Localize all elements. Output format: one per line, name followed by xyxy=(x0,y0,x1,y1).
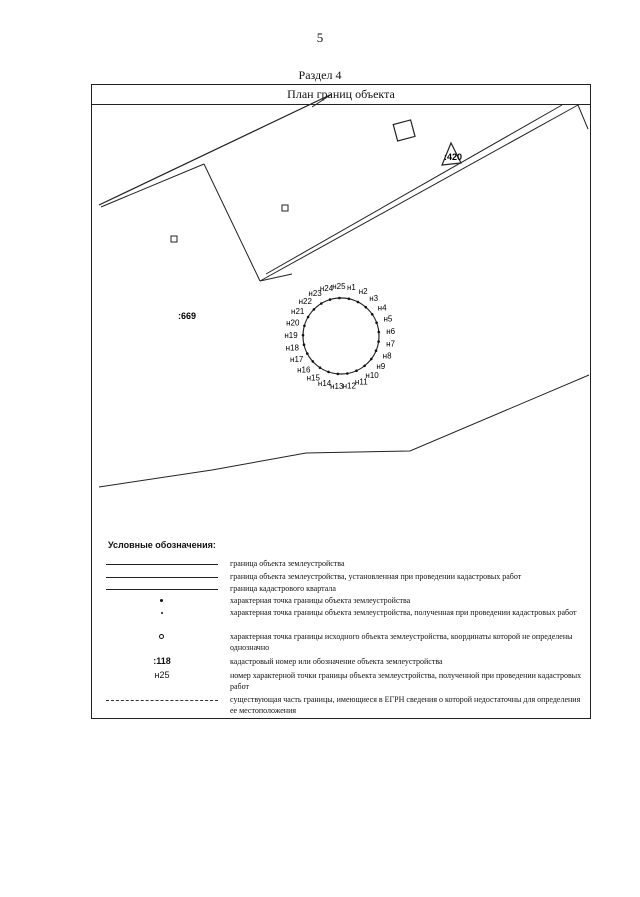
page-number: 5 xyxy=(316,30,324,45)
legend-description: кадастровый номер или обозначение объекта землеустройства xyxy=(230,657,443,666)
boundary-point-label: н7 xyxy=(386,339,395,349)
legend-description: граница кадастрового квартала xyxy=(230,584,336,593)
building-large xyxy=(393,120,415,141)
boundary-point-dot xyxy=(346,372,349,375)
boundary-point-dot xyxy=(312,360,315,363)
boundary-point-label: н20 xyxy=(286,318,300,328)
boundary-point-label: н5 xyxy=(383,314,393,324)
boundary-point-dot xyxy=(355,369,358,372)
road-connector xyxy=(260,274,292,281)
legend-symbol xyxy=(106,558,218,570)
legend-description: характерная точка границы объекта землеустройства, полученная при проведении кадастровых работ xyxy=(230,608,577,617)
parcel-label-669: :669 xyxy=(178,311,197,321)
legend-point-number-example: н25 xyxy=(154,670,170,680)
legend-line-symbol xyxy=(106,564,218,565)
boundary-point-dot xyxy=(307,316,310,319)
boundary-point-dot xyxy=(378,331,381,334)
boundary-point-label: н14 xyxy=(317,379,332,389)
plan-frame xyxy=(91,84,591,719)
legend-symbol xyxy=(106,583,218,595)
boundary-point-dot xyxy=(303,325,306,328)
legend-dot-icon xyxy=(160,599,163,602)
boundary-point-dot xyxy=(357,301,360,304)
road-edge-east xyxy=(578,105,588,129)
building-small-1 xyxy=(282,205,288,211)
boundary-point-label: н2 xyxy=(358,287,368,297)
boundary-point-label: н11 xyxy=(354,377,368,387)
boundary-point-label: н3 xyxy=(369,294,379,304)
boundary-line-top xyxy=(312,94,332,107)
plan-title: План границ объекта xyxy=(92,85,590,105)
boundary-point-dot xyxy=(371,313,374,316)
boundary-point-dot xyxy=(377,340,380,343)
boundary-point-label: н4 xyxy=(377,303,387,313)
legend-line-symbol xyxy=(106,589,218,590)
boundary-point-dot xyxy=(306,352,309,355)
legend-description: характерная точка границы объекта землеустройства xyxy=(230,596,411,605)
legend-symbol xyxy=(106,571,218,583)
legend-symbol xyxy=(106,631,218,643)
legend-symbol xyxy=(106,656,218,668)
boundary-point-dot xyxy=(338,297,341,300)
legend-description: граница объекта землеустройства, установленная при проведении кадастровых работ xyxy=(230,572,522,581)
boundary-point-dot xyxy=(303,343,306,346)
boundary-point-dot xyxy=(365,306,368,309)
boundary-point-label: н10 xyxy=(365,371,379,381)
boundary-point-dot xyxy=(319,366,322,369)
legend-cadastral-number-example: :118 xyxy=(153,656,171,666)
boundary-point-label: н17 xyxy=(290,355,304,365)
boundary-point-dot xyxy=(375,349,378,352)
boundary-point-label: н25 xyxy=(332,282,346,291)
legend-symbol xyxy=(106,595,218,607)
legend-description: номер характерной точки границы объекта землеустройства, полученной при проведении кадастровых работ xyxy=(230,671,582,691)
boundary-point-dot xyxy=(370,358,373,361)
section-title: Раздел 4 xyxy=(298,68,342,82)
boundary-point-dot xyxy=(363,365,366,368)
boundary-point-dot xyxy=(313,308,316,311)
boundary-point-label: н12 xyxy=(342,381,356,391)
legend-dashed-line-symbol xyxy=(106,700,218,701)
boundary-point-dot xyxy=(302,334,305,337)
parcel-label-420: :420 xyxy=(444,152,463,162)
boundary-point-label: н16 xyxy=(297,365,311,375)
boundary-point-dot xyxy=(327,371,330,374)
road-edge-south xyxy=(260,105,578,281)
boundary-line-sw xyxy=(101,164,204,207)
legend-line-symbol xyxy=(106,577,218,578)
boundary-point-label: н21 xyxy=(291,307,305,316)
legend-symbol xyxy=(106,694,218,706)
legend-description: существующая часть границы, имеющиеся в ЕГРН сведения о которой недостаточны для определения ее местоположения xyxy=(230,695,581,715)
boundary-point-label: н24 xyxy=(319,284,334,294)
boundary-point-dot xyxy=(337,373,340,376)
boundary-point-label: н9 xyxy=(376,362,386,372)
legend-circle-icon xyxy=(159,634,164,639)
boundary-line-west xyxy=(204,164,260,281)
boundary-point-label: н13 xyxy=(330,381,344,391)
boundary-point-dot xyxy=(320,302,323,305)
boundary-point-label: н15 xyxy=(306,373,320,383)
boundary-point-dot xyxy=(329,298,332,301)
plan-drawing xyxy=(92,85,590,505)
boundary-point-label: н6 xyxy=(386,326,396,336)
boundary-point-label: н22 xyxy=(298,297,312,306)
boundary-point-dot xyxy=(375,322,378,325)
boundary-point-label: н1 xyxy=(346,283,356,293)
building-small-2 xyxy=(171,236,177,242)
boundary-line-south xyxy=(99,375,589,487)
legend-description: граница объекта землеустройства xyxy=(230,559,345,568)
legend-small-dot-icon xyxy=(161,612,163,614)
legend-symbol xyxy=(106,670,218,682)
boundary-point-label: н18 xyxy=(285,343,299,353)
legend-title: Условные обозначения: xyxy=(108,540,216,550)
boundary-point-label: н23 xyxy=(308,289,322,299)
legend-description: характерная точка границы исходного объекта землеустройства, координаты которой не определены однозначно xyxy=(230,632,573,652)
boundary-point-dot xyxy=(348,298,351,301)
boundary-point-label: н8 xyxy=(382,351,392,361)
legend-symbol xyxy=(106,607,218,619)
boundary-point-label: н19 xyxy=(284,331,298,340)
